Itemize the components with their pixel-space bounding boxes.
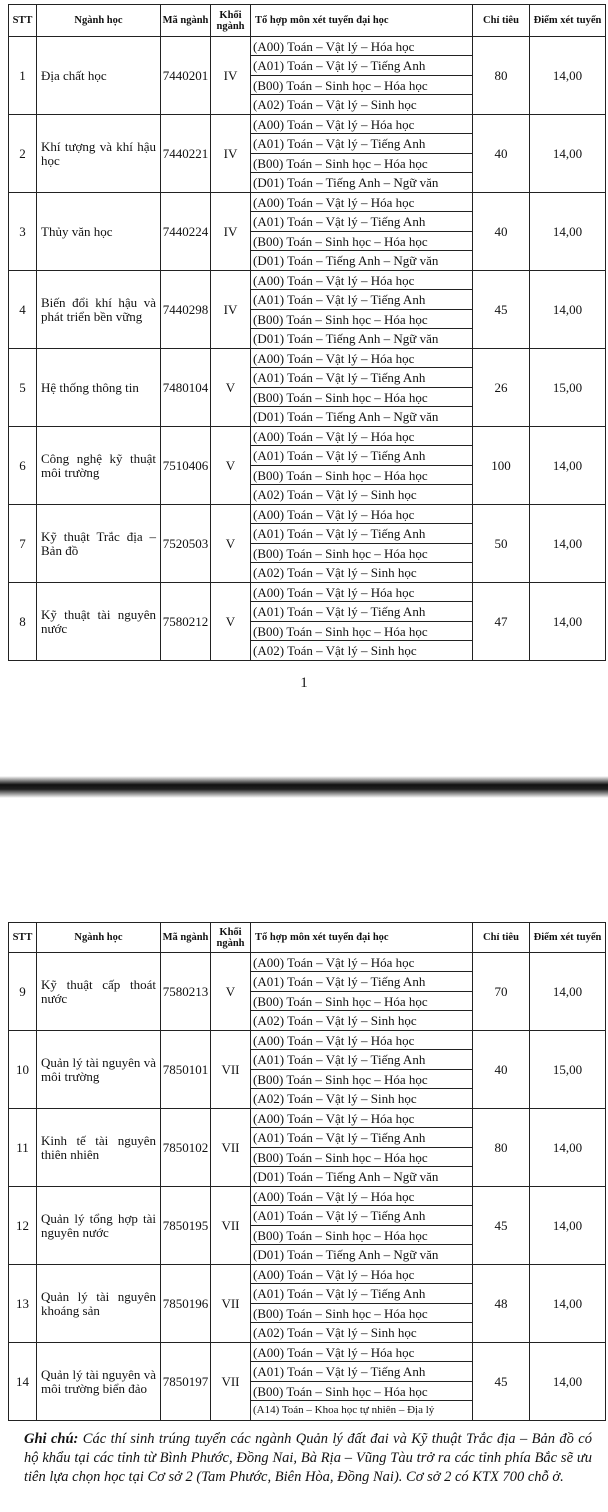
row-combos: [251, 427, 473, 505]
combo-item: (A00) Toán – Vật lý – Hóa học: [251, 953, 472, 972]
row-quota: 48: [473, 1265, 530, 1343]
row-major-code: 7440201: [161, 37, 211, 115]
combo-item: (B00) Toán – Sinh học – Hóa học: [251, 1148, 472, 1167]
row-combos: [251, 583, 473, 661]
combo-item: (A01) Toán – Vật lý – Tiếng Anh: [251, 134, 472, 153]
footnote-label: Ghi chú:: [24, 1431, 79, 1447]
row-major-code: 7440224: [161, 193, 211, 271]
row-quota: 26: [473, 349, 530, 427]
header-score: Điểm xét tuyển: [530, 923, 606, 953]
row-quota: 45: [473, 1187, 530, 1265]
row-block: IV: [211, 37, 251, 115]
row-block: VII: [211, 1109, 251, 1187]
row-block: IV: [211, 271, 251, 349]
combo-item: (D01) Toán – Tiếng Anh – Ngữ văn: [253, 1246, 439, 1262]
row-score: 14,00: [530, 1109, 606, 1187]
header-major: Ngành học: [37, 5, 161, 37]
row-stt: 8: [9, 583, 37, 661]
row-score: 14,00: [530, 37, 606, 115]
row-quota: 40: [473, 193, 530, 271]
combo-item: (D01) Toán – Tiếng Anh – Ngữ văn: [253, 174, 439, 190]
combo-item: (A02) Toán – Vật lý – Sinh học: [253, 486, 417, 502]
row-stt: 4: [9, 271, 37, 349]
row-block: VII: [211, 1031, 251, 1109]
admission-table-page-2: [8, 922, 606, 1421]
row-major-code: 7510406: [161, 427, 211, 505]
table-header-row: [9, 5, 606, 37]
table-row: [9, 427, 606, 505]
header-stt: STT: [9, 923, 37, 953]
combo-item: (A00) Toán – Vật lý – Hóa học: [251, 583, 472, 602]
combo-item: (B00) Toán – Sinh học – Hóa học: [251, 310, 472, 329]
header-block: Khối ngành: [211, 5, 251, 37]
row-major-name: Quản lý tổng hợp tài nguyên nước: [37, 1187, 161, 1265]
table-row: [9, 37, 606, 115]
row-major-name: Khí tượng và khí hậu học: [37, 115, 161, 193]
row-score: 14,00: [530, 427, 606, 505]
row-score: 14,00: [530, 583, 606, 661]
row-major-name: Kinh tế tài nguyên thiên nhiên: [37, 1109, 161, 1187]
row-score: 14,00: [530, 953, 606, 1031]
table-row: [9, 1187, 606, 1265]
row-major-code: 7580213: [161, 953, 211, 1031]
row-major-name: Thủy văn học: [37, 193, 161, 271]
header-code: Mã ngành: [161, 5, 211, 37]
row-major-code: 7440298: [161, 271, 211, 349]
table-row: [9, 505, 606, 583]
admission-table-page-1: [8, 4, 606, 661]
row-combos: [251, 37, 473, 115]
row-combos: [251, 505, 473, 583]
combo-item: (A01) Toán – Vật lý – Tiếng Anh: [251, 602, 472, 621]
combo-item: (A01) Toán – Vật lý – Tiếng Anh: [251, 1362, 472, 1381]
combo-item: (A01) Toán – Vật lý – Tiếng Anh: [251, 446, 472, 465]
combo-item: (A01) Toán – Vật lý – Tiếng Anh: [251, 290, 472, 309]
row-quota: 45: [473, 1343, 530, 1421]
combo-item: (D01) Toán – Tiếng Anh – Ngữ văn: [253, 252, 439, 268]
header-quota: Chỉ tiêu: [473, 923, 530, 953]
row-combos: [251, 1109, 473, 1187]
combo-item: (A01) Toán – Vật lý – Tiếng Anh: [251, 972, 472, 991]
header-combos: Tổ hợp môn xét tuyển đại học: [251, 5, 473, 37]
combo-item: (D01) Toán – Tiếng Anh – Ngữ văn: [253, 330, 439, 346]
row-quota: 80: [473, 1109, 530, 1187]
combo-item: (B00) Toán – Sinh học – Hóa học: [251, 76, 472, 95]
row-major-code: 7480104: [161, 349, 211, 427]
row-block: IV: [211, 115, 251, 193]
row-score: 14,00: [530, 115, 606, 193]
combo-item: (A00) Toán – Vật lý – Hóa học: [251, 1187, 472, 1206]
row-score: 14,00: [530, 505, 606, 583]
row-quota: 50: [473, 505, 530, 583]
row-stt: 1: [9, 37, 37, 115]
row-block: IV: [211, 193, 251, 271]
header-code: Mã ngành: [161, 923, 211, 953]
row-combos: [251, 349, 473, 427]
table-row: [9, 583, 606, 661]
page-separator: [0, 776, 608, 798]
row-score: 14,00: [530, 1187, 606, 1265]
row-score: 14,00: [530, 1343, 606, 1421]
combo-item: (A00) Toán – Vật lý – Hóa học: [251, 37, 472, 56]
row-combos: [251, 1187, 473, 1265]
combo-item: (A01) Toán – Vật lý – Tiếng Anh: [251, 524, 472, 543]
header-stt: STT: [9, 5, 37, 37]
combo-item: (A01) Toán – Vật lý – Tiếng Anh: [251, 1050, 472, 1069]
combo-item: (A02) Toán – Vật lý – Sinh học: [253, 1324, 417, 1340]
row-stt: 9: [9, 953, 37, 1031]
combo-item: (A00) Toán – Vật lý – Hóa học: [251, 1265, 472, 1284]
row-score: 15,00: [530, 1031, 606, 1109]
row-major-name: Quản lý tài nguyên và môi trường: [37, 1031, 161, 1109]
row-quota: 47: [473, 583, 530, 661]
row-score: 15,00: [530, 349, 606, 427]
row-major-code: 7850196: [161, 1265, 211, 1343]
combo-item: (A02) Toán – Vật lý – Sinh học: [253, 96, 417, 112]
row-major-code: 7580212: [161, 583, 211, 661]
row-quota: 40: [473, 1031, 530, 1109]
row-block: VII: [211, 1187, 251, 1265]
table-row: [9, 1031, 606, 1109]
row-major-code: 7440221: [161, 115, 211, 193]
row-stt: 10: [9, 1031, 37, 1109]
row-quota: 40: [473, 115, 530, 193]
combo-item: (B00) Toán – Sinh học – Hóa học: [251, 1226, 472, 1245]
combo-item: (A01) Toán – Vật lý – Tiếng Anh: [251, 212, 472, 231]
combo-item: (A14) Toán – Khoa học tự nhiên – Địa lý: [253, 1403, 435, 1416]
page-number: 1: [300, 675, 308, 691]
combo-item: (D01) Toán – Tiếng Anh – Ngữ văn: [253, 408, 439, 424]
table-row: [9, 1343, 606, 1421]
row-block: VII: [211, 1343, 251, 1421]
row-quota: 80: [473, 37, 530, 115]
combo-item: (A01) Toán – Vật lý – Tiếng Anh: [251, 1128, 472, 1147]
table-row: [9, 271, 606, 349]
row-quota: 100: [473, 427, 530, 505]
combo-item: (D01) Toán – Tiếng Anh – Ngữ văn: [253, 1168, 439, 1184]
row-major-code: 7520503: [161, 505, 211, 583]
combo-item: (A00) Toán – Vật lý – Hóa học: [251, 271, 472, 290]
page-1: [0, 4, 608, 661]
row-score: 14,00: [530, 1265, 606, 1343]
row-major-code: 7850197: [161, 1343, 211, 1421]
table-row: [9, 349, 606, 427]
combo-item: (B00) Toán – Sinh học – Hóa học: [251, 622, 472, 641]
table-row: [9, 193, 606, 271]
header-score: Điểm xét tuyển: [530, 5, 606, 37]
row-major-name: Kỹ thuật tài nguyên nước: [37, 583, 161, 661]
row-stt: 14: [9, 1343, 37, 1421]
combo-item: (B00) Toán – Sinh học – Hóa học: [251, 466, 472, 485]
row-stt: 7: [9, 505, 37, 583]
row-combos: [251, 1031, 473, 1109]
combo-item: (A00) Toán – Vật lý – Hóa học: [251, 115, 472, 134]
combo-item: (B00) Toán – Sinh học – Hóa học: [251, 1070, 472, 1089]
row-combos: [251, 193, 473, 271]
combo-item: (A00) Toán – Vật lý – Hóa học: [251, 427, 472, 446]
row-major-code: 7850101: [161, 1031, 211, 1109]
combo-item: (A01) Toán – Vật lý – Tiếng Anh: [251, 1284, 472, 1303]
combo-item: (B00) Toán – Sinh học – Hóa học: [251, 992, 472, 1011]
combo-item: (A00) Toán – Vật lý – Hóa học: [251, 1343, 472, 1362]
combo-item: (A01) Toán – Vật lý – Tiếng Anh: [251, 56, 472, 75]
footnote-text: Các thí sinh trúng tuyển các ngành Quản lý đất đai và Kỹ thuật Trắc địa – Bản đồ có hộ khẩu tại các tỉnh từ Bình Phước, Đồng Nai, Bà Rịa – Vũng Tàu trở ra các tỉnh phía Bắc sẽ ưu tiên lựa chọn học tại Cơ sở 2 (Tam Phước, Biên Hòa, Đồng Nai). Cơ sở 2 có KTX 700 chỗ ở.: [24, 1431, 592, 1485]
combo-item: (A00) Toán – Vật lý – Hóa học: [251, 505, 472, 524]
row-combos: [251, 1343, 473, 1421]
combo-item: (A02) Toán – Vật lý – Sinh học: [253, 1090, 417, 1106]
row-major-code: 7850195: [161, 1187, 211, 1265]
combo-item: (A00) Toán – Vật lý – Hóa học: [251, 1031, 472, 1050]
row-block: VII: [211, 1265, 251, 1343]
row-stt: 2: [9, 115, 37, 193]
combo-item: (A01) Toán – Vật lý – Tiếng Anh: [251, 1206, 472, 1225]
table-row: [9, 953, 606, 1031]
row-major-name: Hệ thống thông tin: [37, 349, 161, 427]
header-quota: Chỉ tiêu: [473, 5, 530, 37]
row-combos: [251, 1265, 473, 1343]
row-combos: [251, 115, 473, 193]
row-stt: 11: [9, 1109, 37, 1187]
table-row: [9, 1265, 606, 1343]
row-major-name: Quản lý tài nguyên và môi trường biển đảo: [37, 1343, 161, 1421]
header-block: Khối ngành: [211, 923, 251, 953]
row-major-name: Kỹ thuật cấp thoát nước: [37, 953, 161, 1031]
row-stt: 13: [9, 1265, 37, 1343]
table-header-row: [9, 923, 606, 953]
row-score: 14,00: [530, 271, 606, 349]
row-major-name: Kỹ thuật Trắc địa – Bản đồ: [37, 505, 161, 583]
row-major-name: Địa chất học: [37, 37, 161, 115]
combo-item: (A01) Toán – Vật lý – Tiếng Anh: [251, 368, 472, 387]
row-combos: [251, 953, 473, 1031]
row-major-name: Biến đổi khí hậu và phát triển bền vững: [37, 271, 161, 349]
row-combos: [251, 271, 473, 349]
row-stt: 5: [9, 349, 37, 427]
row-quota: 70: [473, 953, 530, 1031]
combo-item: (B00) Toán – Sinh học – Hóa học: [251, 1304, 472, 1323]
row-major-code: 7850102: [161, 1109, 211, 1187]
combo-item: (A00) Toán – Vật lý – Hóa học: [251, 1109, 472, 1128]
combo-item: (B00) Toán – Sinh học – Hóa học: [251, 544, 472, 563]
row-major-name: Công nghệ kỹ thuật môi trường: [37, 427, 161, 505]
combo-item: (A02) Toán – Vật lý – Sinh học: [253, 564, 417, 580]
combo-item: (A02) Toán – Vật lý – Sinh học: [253, 1012, 417, 1028]
combo-item: (B00) Toán – Sinh học – Hóa học: [251, 232, 472, 251]
combo-item: (A00) Toán – Vật lý – Hóa học: [251, 193, 472, 212]
page-2: [0, 922, 608, 1421]
row-stt: 12: [9, 1187, 37, 1265]
footnote: [24, 1430, 592, 1487]
row-block: V: [211, 583, 251, 661]
row-major-name: Quản lý tài nguyên khoáng sản: [37, 1265, 161, 1343]
header-combos: Tổ hợp môn xét tuyển đại học: [251, 923, 473, 953]
combo-item: (A00) Toán – Vật lý – Hóa học: [251, 349, 472, 368]
row-block: V: [211, 953, 251, 1031]
header-major: Ngành học: [37, 923, 161, 953]
row-stt: 3: [9, 193, 37, 271]
row-block: V: [211, 505, 251, 583]
row-block: V: [211, 349, 251, 427]
row-quota: 45: [473, 271, 530, 349]
table-row: [9, 115, 606, 193]
combo-item: (B00) Toán – Sinh học – Hóa học: [251, 1382, 472, 1401]
row-stt: 6: [9, 427, 37, 505]
row-block: V: [211, 427, 251, 505]
row-score: 14,00: [530, 193, 606, 271]
table-row: [9, 1109, 606, 1187]
combo-item: (B00) Toán – Sinh học – Hóa học: [251, 154, 472, 173]
combo-item: (B00) Toán – Sinh học – Hóa học: [251, 388, 472, 407]
combo-item: (A02) Toán – Vật lý – Sinh học: [253, 642, 417, 658]
